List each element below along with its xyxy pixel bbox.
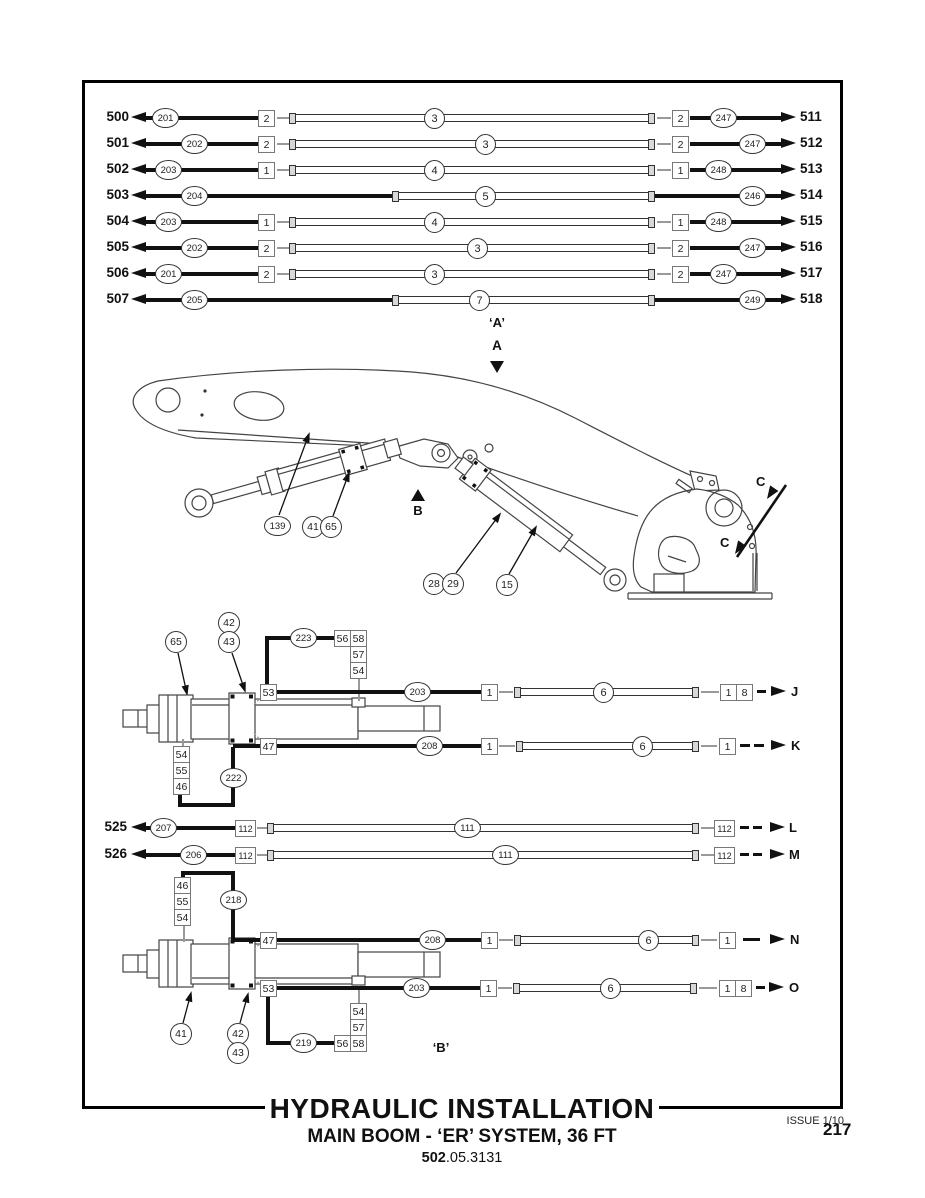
connector-line <box>699 987 717 989</box>
port-box-47: 47 <box>260 932 277 949</box>
qty-box: 8 <box>736 684 753 701</box>
flow-arrow-left <box>131 112 146 122</box>
part-circle: 249 <box>739 290 766 310</box>
qty-box: 2 <box>258 266 275 283</box>
port-label: 518 <box>800 291 823 306</box>
flow-arrow-right <box>781 216 796 226</box>
hose-line <box>399 296 649 304</box>
part-circle: 207 <box>150 818 177 838</box>
hose-thick-line <box>269 986 480 990</box>
qty-box: 1 <box>480 980 497 997</box>
part-circle: 203 <box>403 978 430 998</box>
section-a-label: ‘A’ <box>489 315 505 330</box>
part-circle: 41 <box>302 516 324 538</box>
qty-box: 1 <box>258 214 275 231</box>
part-circle: 247 <box>739 238 766 258</box>
section-b-label: ‘B’ <box>432 1040 450 1055</box>
qty-box: 2 <box>672 266 689 283</box>
hose-fitting <box>692 741 699 752</box>
part-circle: 65 <box>320 516 342 538</box>
hose-thick-line <box>269 690 481 694</box>
connector-line <box>657 221 671 223</box>
qty-box: 58 <box>350 630 367 647</box>
part-circle: 43 <box>227 1042 249 1064</box>
port-label: 502 <box>106 161 129 176</box>
qty-box: 56 <box>334 1035 351 1052</box>
flow-arrow-right <box>781 112 796 122</box>
part-circle: 247 <box>739 134 766 154</box>
part-circle: 4 <box>424 160 445 181</box>
dash-segment <box>757 690 766 693</box>
hose-thick-line <box>690 142 781 146</box>
port-label: 501 <box>106 135 129 150</box>
qty-box: 8 <box>735 980 752 997</box>
qty-box: 54 <box>173 746 190 763</box>
dash-segment <box>740 853 749 856</box>
part-circle: 6 <box>638 930 659 951</box>
part-circle: 65 <box>165 631 187 653</box>
hose-fitting <box>392 191 399 202</box>
hose-fitting <box>692 823 699 834</box>
part-circle: 42 <box>218 612 240 634</box>
connector-line <box>701 745 717 747</box>
page-subtitle: MAIN BOOM - ‘ER’ SYSTEM, 36 FT <box>307 1126 617 1147</box>
part-circle: 218 <box>220 890 247 910</box>
part-circle: 41 <box>170 1023 192 1045</box>
connector-line <box>257 827 267 829</box>
part-circle: 28 <box>423 573 445 595</box>
qty-box: 56 <box>334 630 351 647</box>
part-circle: 201 <box>152 108 179 128</box>
part-circle: 111 <box>454 818 481 838</box>
flow-arrow-right <box>781 268 796 278</box>
hose-route-line <box>265 636 269 686</box>
qty-box: 112 <box>235 820 256 837</box>
section-marker-a: A <box>492 338 502 353</box>
flow-arrow-right <box>781 294 796 304</box>
connector-line <box>657 247 671 249</box>
hose-fitting <box>289 113 296 124</box>
qty-box: 112 <box>235 847 256 864</box>
hose-fitting <box>648 139 655 150</box>
connector-line <box>657 143 671 145</box>
flow-arrow-left <box>131 822 146 832</box>
hose-line <box>521 936 693 944</box>
part-circle: 6 <box>600 978 621 999</box>
port-letter: N <box>790 932 800 947</box>
connector-line <box>701 691 719 693</box>
flow-arrow-right <box>770 934 785 944</box>
doc-number-suffix: .05.3131 <box>445 1150 503 1166</box>
hose-line <box>274 824 693 832</box>
qty-box: 1 <box>672 162 689 179</box>
part-circle: 205 <box>181 290 208 310</box>
qty-box: 57 <box>350 646 367 663</box>
part-circle: 246 <box>739 186 766 206</box>
port-label: 511 <box>800 109 822 124</box>
qty-box: 2 <box>672 110 689 127</box>
part-circle: 15 <box>496 574 518 596</box>
qty-box: 112 <box>714 847 735 864</box>
qty-box: 1 <box>258 162 275 179</box>
qty-box: 112 <box>714 820 735 837</box>
port-box-47: 47 <box>260 738 277 755</box>
port-letter: L <box>789 820 797 835</box>
part-circle: 203 <box>155 212 182 232</box>
hose-fitting <box>289 217 296 228</box>
part-circle: 29 <box>442 573 464 595</box>
flow-arrow-right <box>781 138 796 148</box>
part-circle: 139 <box>264 516 291 536</box>
section-marker-b: B <box>413 503 423 518</box>
issue-label: ISSUE 1/10 <box>786 1115 844 1127</box>
part-circle: 111 <box>492 845 519 865</box>
hose-fitting <box>513 983 520 994</box>
hose-line <box>399 192 649 200</box>
flow-arrow-left <box>131 138 146 148</box>
hose-thick-line <box>690 220 781 224</box>
part-circle: 219 <box>290 1033 317 1053</box>
qty-box: 1 <box>719 932 736 949</box>
part-circle: 5 <box>475 186 496 207</box>
flow-arrow-left <box>131 216 146 226</box>
connector-line <box>183 926 185 942</box>
doc-number-prefix: 502 <box>421 1150 446 1166</box>
hose-thick-line <box>690 168 781 172</box>
part-circle: 202 <box>181 134 208 154</box>
hose-fitting <box>289 243 296 254</box>
connector-line <box>498 987 512 989</box>
hose-fitting <box>690 983 697 994</box>
qty-box: 54 <box>174 909 191 926</box>
part-circle: 208 <box>419 930 446 950</box>
part-circle: 6 <box>632 736 653 757</box>
port-letter: K <box>791 738 801 753</box>
connector-line <box>657 169 671 171</box>
qty-box: 2 <box>672 136 689 153</box>
port-label: 505 <box>106 239 129 254</box>
part-circle: 223 <box>290 628 317 648</box>
flow-arrow-left <box>131 242 146 252</box>
dash-segment <box>756 986 765 989</box>
hose-fitting <box>648 165 655 176</box>
flow-arrow-right <box>769 982 784 992</box>
part-circle: 3 <box>475 134 496 155</box>
part-circle: 222 <box>220 768 247 788</box>
section-marker-c-bottom: C <box>720 535 730 550</box>
hose-line <box>295 270 649 278</box>
part-circle: 201 <box>155 264 182 284</box>
hose-fitting <box>648 217 655 228</box>
port-label: 504 <box>106 213 129 228</box>
qty-box: 2 <box>258 136 275 153</box>
hose-fitting <box>289 165 296 176</box>
port-label: 506 <box>106 265 129 280</box>
hose-fitting <box>648 191 655 202</box>
qty-box: 58 <box>350 1035 367 1052</box>
hose-fitting <box>267 850 274 861</box>
port-label: 514 <box>800 187 823 202</box>
part-circle: 3 <box>467 238 488 259</box>
qty-box: 1 <box>719 980 736 997</box>
flow-arrow-right <box>771 740 786 750</box>
hose-fitting <box>289 139 296 150</box>
qty-box: 1 <box>481 738 498 755</box>
port-box-53: 53 <box>260 684 277 701</box>
connector-line <box>701 854 714 856</box>
port-label: 515 <box>800 213 823 228</box>
port-label: 503 <box>106 187 129 202</box>
port-label: 526 <box>104 846 127 861</box>
part-circle: 206 <box>180 845 207 865</box>
qty-box: 57 <box>350 1019 367 1036</box>
qty-box: 1 <box>481 684 498 701</box>
hose-line <box>274 851 693 859</box>
hose-fitting <box>289 269 296 280</box>
hose-fitting <box>692 850 699 861</box>
qty-box: 55 <box>174 893 191 910</box>
qty-box: 1 <box>720 684 737 701</box>
qty-box: 1 <box>672 214 689 231</box>
flow-arrow-right <box>781 242 796 252</box>
hose-fitting <box>392 295 399 306</box>
part-circle: 3 <box>424 108 445 129</box>
qty-box: 2 <box>672 240 689 257</box>
hose-route-line <box>266 995 270 1045</box>
part-circle: 202 <box>181 238 208 258</box>
port-label: 516 <box>800 239 823 254</box>
hose-fitting <box>516 741 523 752</box>
dash-segment <box>743 938 760 941</box>
part-circle: 248 <box>705 212 732 232</box>
port-letter: O <box>789 980 800 995</box>
part-circle: 247 <box>710 264 737 284</box>
part-circle: 247 <box>710 108 737 128</box>
port-letter: J <box>791 684 799 699</box>
hose-line <box>295 218 649 226</box>
part-circle: 4 <box>424 212 445 233</box>
qty-box: 46 <box>173 778 190 795</box>
part-circle: 3 <box>424 264 445 285</box>
hose-fitting <box>514 935 521 946</box>
hose-fitting <box>648 295 655 306</box>
port-label: 500 <box>106 109 129 124</box>
qty-box: 2 <box>258 240 275 257</box>
lower-cylinder-drawing <box>123 938 440 989</box>
hose-fitting <box>692 687 699 698</box>
qty-box: 55 <box>173 762 190 779</box>
hose-line <box>295 114 649 122</box>
connector-line <box>499 745 515 747</box>
port-label: 525 <box>104 819 127 834</box>
qty-box: 46 <box>174 877 191 894</box>
page-title: HYDRAULIC INSTALLATION <box>265 1093 659 1125</box>
flow-arrow-right <box>771 686 786 696</box>
flow-arrow-right <box>770 822 785 832</box>
hose-fitting <box>648 269 655 280</box>
part-circle: 248 <box>705 160 732 180</box>
hose-fitting <box>648 113 655 124</box>
qty-box: 54 <box>350 662 367 679</box>
connector-line <box>701 827 714 829</box>
dash-segment <box>740 744 750 747</box>
connector-line <box>499 939 513 941</box>
part-circle: 203 <box>404 682 431 702</box>
port-label: 517 <box>800 265 823 280</box>
flow-arrow-right <box>781 164 796 174</box>
page-number: 217 <box>823 1120 852 1139</box>
flow-arrow-left <box>131 164 146 174</box>
part-circle: 208 <box>416 736 443 756</box>
boom-illustration <box>133 369 772 599</box>
connector-line <box>657 117 671 119</box>
flow-arrow-left <box>131 268 146 278</box>
hose-fitting <box>692 935 699 946</box>
port-label: 513 <box>800 161 823 176</box>
flow-arrow-left <box>131 190 146 200</box>
dash-segment <box>754 744 764 747</box>
connector-line <box>499 691 513 693</box>
hose-fitting <box>514 687 521 698</box>
port-letter: M <box>789 847 800 862</box>
part-circle: 204 <box>181 186 208 206</box>
qty-box: 2 <box>258 110 275 127</box>
qty-box: 54 <box>350 1003 367 1020</box>
hose-route-line <box>181 871 235 875</box>
doc-number <box>162 1150 762 1166</box>
connector-line <box>657 273 671 275</box>
dash-segment <box>753 826 762 829</box>
hose-line <box>295 166 649 174</box>
part-circle: 43 <box>218 631 240 653</box>
dash-segment <box>753 853 762 856</box>
port-label: 507 <box>106 291 129 306</box>
part-circle: 42 <box>227 1023 249 1045</box>
flow-arrow-right <box>770 849 785 859</box>
hose-line <box>523 742 693 750</box>
hose-fitting <box>267 823 274 834</box>
part-circle: 6 <box>593 682 614 703</box>
hose-fitting <box>648 243 655 254</box>
hose-route-line <box>178 803 235 807</box>
part-circle: 7 <box>469 290 490 311</box>
connector-line <box>701 939 717 941</box>
hose-line <box>295 140 649 148</box>
part-circle: 203 <box>155 160 182 180</box>
hose-thick-line <box>690 246 781 250</box>
qty-box: 1 <box>719 738 736 755</box>
port-box-53: 53 <box>260 980 277 997</box>
upper-cylinder-drawing <box>123 693 440 744</box>
section-marker-c-top: C <box>756 474 766 489</box>
qty-box: 1 <box>481 932 498 949</box>
port-label: 512 <box>800 135 823 150</box>
flow-arrow-right <box>781 190 796 200</box>
flow-arrow-left <box>131 849 146 859</box>
dash-segment <box>740 826 749 829</box>
connector-line <box>257 854 267 856</box>
flow-arrow-left <box>131 294 146 304</box>
